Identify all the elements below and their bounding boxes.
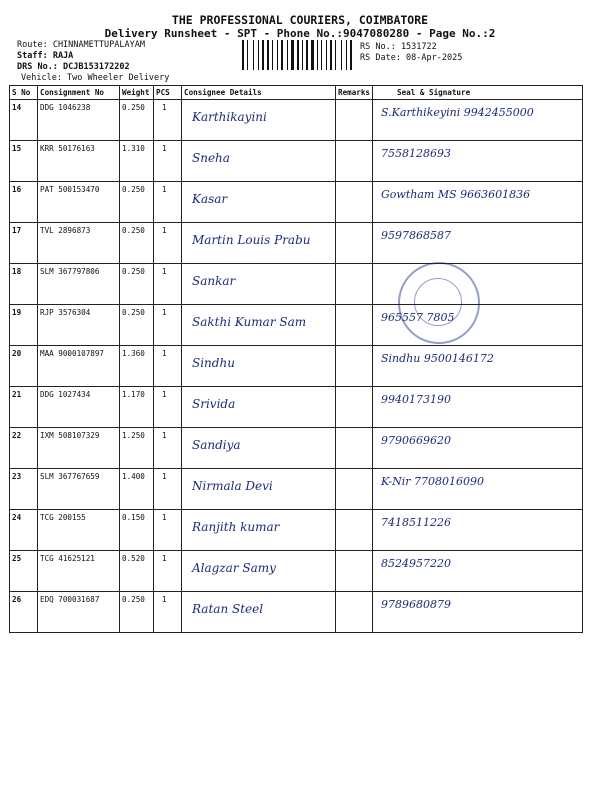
route: Route: CHINNAMETTUPALAYAM — [17, 40, 145, 50]
barcode-bar — [295, 40, 296, 70]
barcode-bar — [258, 40, 259, 70]
consignment-no-cell: KRR 50176163 — [38, 141, 120, 182]
barcode-bar — [245, 40, 246, 70]
signature-handwritten: 8524957220 — [381, 557, 451, 570]
weight-cell: 1.360 — [120, 346, 154, 387]
table-row — [10, 592, 583, 633]
col-pcs: PCS — [154, 86, 182, 100]
table-header-row — [10, 86, 583, 100]
barcode-bar — [350, 40, 352, 70]
pcs-cell: 1 — [154, 305, 182, 346]
barcode-bar — [341, 40, 342, 70]
barcode-bar — [348, 40, 349, 70]
consignee-name-handwritten: Sankar — [192, 274, 236, 288]
consignee-name-handwritten: Sandiya — [192, 438, 241, 452]
weight-cell: 0.250 — [120, 305, 154, 346]
consignee-cell — [182, 182, 336, 223]
remarks-cell — [336, 182, 373, 223]
table-row — [10, 469, 583, 510]
table-row — [10, 141, 583, 182]
signature-cell — [373, 346, 583, 387]
remarks-cell — [336, 100, 373, 141]
signature-cell — [373, 264, 583, 305]
remarks-cell — [336, 387, 373, 428]
table-row — [10, 223, 583, 264]
signature-cell — [373, 551, 583, 592]
col-consignment: Consignment No — [38, 86, 120, 100]
col-sno: S No — [10, 86, 38, 100]
barcode-bar — [242, 40, 244, 70]
weight-cell: 1.250 — [120, 428, 154, 469]
sno-cell: 26 — [10, 592, 38, 633]
staff: Staff: RAJA — [17, 51, 74, 61]
pcs-cell: 1 — [154, 592, 182, 633]
signature-handwritten: Gowtham MS 9663601836 — [381, 188, 531, 201]
remarks-cell — [336, 141, 373, 182]
consignee-cell — [182, 346, 336, 387]
barcode-bar — [306, 40, 308, 70]
table-row — [10, 510, 583, 551]
consignment-no-cell: DDG 1046238 — [38, 100, 120, 141]
consignee-cell — [182, 510, 336, 551]
remarks-cell — [336, 510, 373, 551]
consignee-cell — [182, 551, 336, 592]
signature-handwritten: 7418511226 — [381, 516, 451, 529]
consignee-cell — [182, 100, 336, 141]
weight-cell: 0.150 — [120, 510, 154, 551]
table-row — [10, 100, 583, 141]
barcode-bar — [333, 40, 334, 70]
barcode-bar — [289, 40, 290, 70]
consignment-no-cell: SLM 367767659 — [38, 469, 120, 510]
signature-handwritten: 9597868587 — [381, 229, 451, 242]
sno-cell: 23 — [10, 469, 38, 510]
consignee-name-handwritten: Ratan Steel — [192, 602, 264, 616]
consignee-cell — [182, 387, 336, 428]
barcode-bar — [321, 40, 322, 70]
signature-handwritten: 9789680879 — [381, 598, 451, 611]
consignee-cell — [182, 305, 336, 346]
table-row — [10, 551, 583, 592]
barcode-bar — [265, 40, 266, 70]
signature-cell — [373, 305, 583, 346]
signature-cell — [373, 141, 583, 182]
barcode-bar — [279, 40, 280, 70]
sno-cell: 16 — [10, 182, 38, 223]
table-row — [10, 428, 583, 469]
remarks-cell — [336, 223, 373, 264]
remarks-cell — [336, 346, 373, 387]
pcs-cell: 1 — [154, 469, 182, 510]
remarks-cell — [336, 551, 373, 592]
table-row — [10, 182, 583, 223]
consignee-name-handwritten: Srivida — [192, 397, 236, 411]
sno-cell: 14 — [10, 100, 38, 141]
consignee-name-handwritten: Martin Louis Prabu — [192, 233, 311, 247]
barcode-bar — [270, 40, 271, 70]
signature-cell — [373, 100, 583, 141]
consignee-cell — [182, 592, 336, 633]
consignment-no-cell: IXM 508107329 — [38, 428, 120, 469]
barcode-bar — [302, 40, 303, 70]
weight-cell: 1.310 — [120, 141, 154, 182]
pcs-cell: 1 — [154, 551, 182, 592]
consignment-no-cell: TCG 41625121 — [38, 551, 120, 592]
pcs-cell: 1 — [154, 141, 182, 182]
barcode-bar — [253, 40, 254, 70]
barcode-bar — [335, 40, 336, 70]
pcs-cell: 1 — [154, 346, 182, 387]
consignment-no-cell: MAA 9000107897 — [38, 346, 120, 387]
signature-handwritten: Sindhu 9500146172 — [381, 352, 494, 365]
consignee-cell — [182, 428, 336, 469]
barcode-bar — [274, 40, 276, 70]
barcode-bar — [277, 40, 278, 70]
barcode-bar — [317, 40, 318, 70]
weight-cell: 1.400 — [120, 469, 154, 510]
pcs-cell: 1 — [154, 510, 182, 551]
sno-cell: 17 — [10, 223, 38, 264]
pcs-cell: 1 — [154, 428, 182, 469]
signature-handwritten: 965557 7805 — [381, 311, 455, 324]
col-weight: Weight — [120, 86, 154, 100]
consignee-name-handwritten: Alagzar Samy — [192, 561, 276, 575]
sno-cell: 22 — [10, 428, 38, 469]
pcs-cell: 1 — [154, 387, 182, 428]
barcode-bar — [353, 40, 354, 70]
remarks-cell — [336, 469, 373, 510]
barcode-bar — [343, 40, 345, 70]
weight-cell: 0.250 — [120, 592, 154, 633]
signature-cell — [373, 510, 583, 551]
signature-cell — [373, 387, 583, 428]
pcs-cell: 1 — [154, 182, 182, 223]
consignment-no-cell: TVL 2896873 — [38, 223, 120, 264]
signature-cell — [373, 182, 583, 223]
consignment-no-cell: SLM 367797806 — [38, 264, 120, 305]
signature-cell — [373, 592, 583, 633]
pcs-cell: 1 — [154, 100, 182, 141]
remarks-cell — [336, 592, 373, 633]
barcode-bar — [272, 40, 273, 70]
signature-handwritten: K-Nir 7708016090 — [381, 475, 485, 488]
barcode-bar — [337, 40, 340, 70]
consignee-cell — [182, 223, 336, 264]
sno-cell: 15 — [10, 141, 38, 182]
barcode-bar — [315, 40, 316, 70]
barcode-bar — [281, 40, 283, 70]
barcode — [242, 40, 354, 70]
sno-cell: 25 — [10, 551, 38, 592]
signature-handwritten: 9940173190 — [381, 393, 451, 406]
barcode-bar — [287, 40, 288, 70]
remarks-cell — [336, 428, 373, 469]
weight-cell: 0.250 — [120, 182, 154, 223]
signature-cell — [373, 469, 583, 510]
barcode-bar — [328, 40, 329, 70]
barcode-bar — [330, 40, 332, 70]
barcode-bar — [249, 40, 252, 70]
signature-handwritten: S.Karthikeyini 9942455000 — [381, 106, 534, 119]
sno-cell: 24 — [10, 510, 38, 551]
remarks-cell — [336, 305, 373, 346]
consignment-no-cell: TCG 200155 — [38, 510, 120, 551]
barcode-bar — [255, 40, 257, 70]
weight-cell: 0.250 — [120, 100, 154, 141]
consignee-name-handwritten: Ranjith kumar — [192, 520, 280, 534]
barcode-bar — [291, 40, 294, 70]
barcode-bar — [300, 40, 301, 70]
weight-cell: 0.520 — [120, 551, 154, 592]
consignee-cell — [182, 469, 336, 510]
sno-cell: 18 — [10, 264, 38, 305]
barcode-bar — [346, 40, 347, 70]
consignee-name-handwritten: Karthikayini — [192, 110, 267, 124]
signature-handwritten: 7558128693 — [381, 147, 451, 160]
weight-cell: 0.250 — [120, 264, 154, 305]
consignment-no-cell: EDQ 700031687 — [38, 592, 120, 633]
barcode-bar — [323, 40, 325, 70]
signature-cell — [373, 428, 583, 469]
consignee-cell — [182, 264, 336, 305]
sno-cell: 21 — [10, 387, 38, 428]
table-row — [10, 346, 583, 387]
consignment-no-cell: DDG 1027434 — [38, 387, 120, 428]
barcode-bar — [260, 40, 261, 70]
barcode-bar — [267, 40, 270, 70]
barcode-bar — [247, 40, 248, 70]
pcs-cell: 1 — [154, 223, 182, 264]
weight-cell: 1.170 — [120, 387, 154, 428]
table-row — [10, 387, 583, 428]
barcode-bar — [319, 40, 321, 70]
signature-handwritten: 9790669620 — [381, 434, 451, 447]
table-row — [10, 264, 583, 305]
col-consignee: Consignee Details — [182, 86, 336, 100]
consignee-name-handwritten: Sindhu — [192, 356, 235, 370]
col-signature: Seal & Signature — [373, 86, 583, 100]
barcode-bar — [297, 40, 299, 70]
signature-cell — [373, 223, 583, 264]
consignee-name-handwritten: Nirmala Devi — [192, 479, 273, 493]
table-row — [10, 305, 583, 346]
barcode-bar — [326, 40, 327, 70]
weight-cell: 0.250 — [120, 223, 154, 264]
runsheet-subtitle: Delivery Runsheet - SPT - Phone No.:9047080280 - Page No.:2 — [104, 27, 496, 40]
barcode-bar — [311, 40, 314, 70]
pcs-cell: 1 — [154, 264, 182, 305]
rs-date: RS Date: 08-Apr-2025 — [360, 53, 463, 63]
consignee-name-handwritten: Kasar — [192, 192, 228, 206]
runsheet-table — [9, 85, 583, 633]
sno-cell: 19 — [10, 305, 38, 346]
col-remarks: Remarks — [336, 86, 373, 100]
vehicle: Vehicle: Two Wheeler Delivery — [21, 73, 170, 83]
remarks-cell — [336, 264, 373, 305]
consignee-name-handwritten: Sneha — [192, 151, 230, 165]
consignment-no-cell: RJP 3576304 — [38, 305, 120, 346]
consignment-no-cell: PAT 500153470 — [38, 182, 120, 223]
consignee-cell — [182, 141, 336, 182]
barcode-bar — [309, 40, 310, 70]
barcode-bar — [304, 40, 305, 70]
barcode-bar — [284, 40, 286, 70]
company-title: THE PROFESSIONAL COURIERS, COIMBATORE — [171, 13, 429, 27]
sno-cell: 20 — [10, 346, 38, 387]
barcode-bar — [262, 40, 264, 70]
consignee-name-handwritten: Sakthi Kumar Sam — [192, 315, 307, 329]
drs-no: DRS No.: DCJB153172202 — [17, 62, 130, 72]
rs-no: RS No.: 1531722 — [360, 42, 437, 52]
